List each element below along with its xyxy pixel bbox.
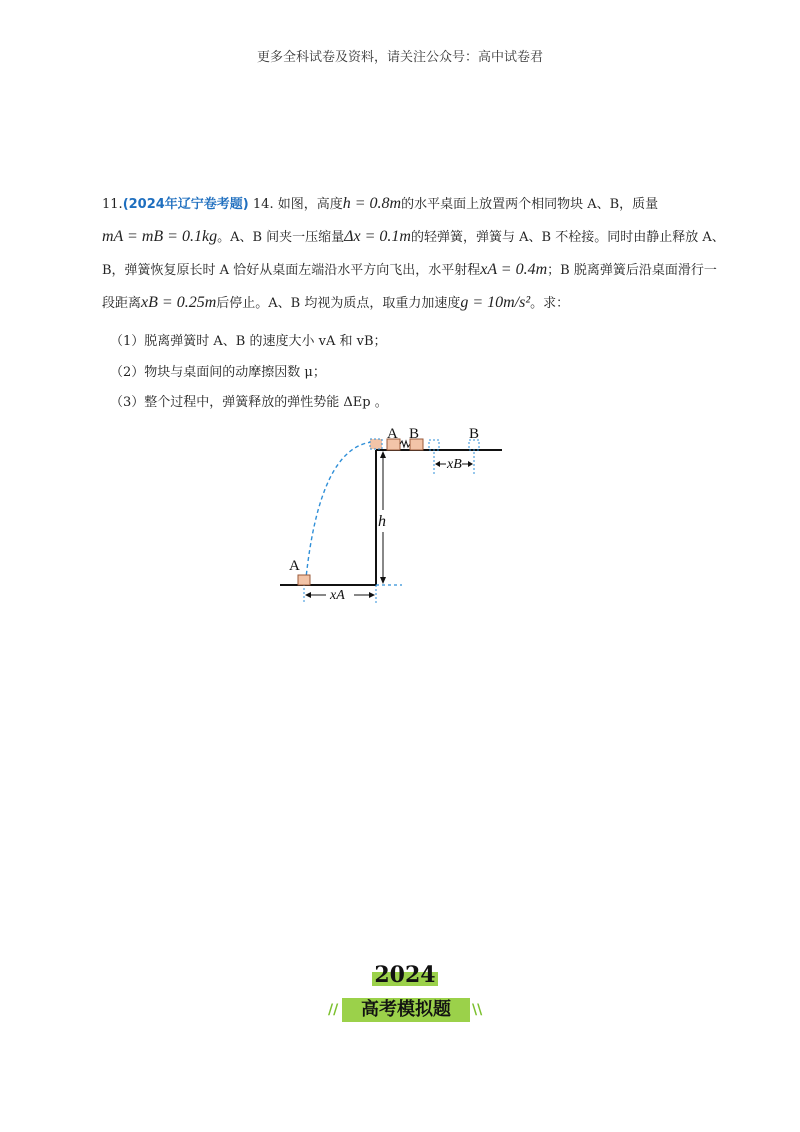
physics-figure	[280, 428, 510, 608]
text-segment: 的水平桌面上放置两个相同物块 A、B，质量	[401, 197, 659, 212]
problem-body	[102, 188, 730, 320]
h-arrowhead-up	[380, 451, 386, 458]
text-segment: 如图，高度	[277, 197, 343, 212]
text-segment: 的轻弹簧，弹簧与 A、B 不栓接。同时由静止释放 A、	[410, 230, 725, 245]
question-number: 14.	[252, 197, 274, 212]
xa-arrowhead-right	[369, 592, 375, 598]
xb-arrowhead-left	[435, 461, 440, 467]
h-arrowhead-down	[380, 577, 386, 584]
text-segment: B，弹簧恢复原长时 A 恰好从桌面左端沿水平方向飞出，水平射程	[102, 263, 481, 278]
trajectory-curve	[306, 442, 372, 578]
problem-line-4	[102, 287, 730, 320]
question-2: （2）物块与桌面间的动摩擦因数 μ；	[110, 365, 326, 380]
xa-arrowhead-left	[305, 592, 311, 598]
text-segment: 。A、B 间夹一压缩量	[217, 230, 345, 245]
gravity-equation: g = 10m/s²	[460, 294, 531, 311]
text-segment: 后停止。A、B 均视为质点，取重力加速度	[216, 296, 461, 311]
text-segment: 。求：	[530, 296, 570, 311]
problem-number: 11.	[102, 197, 123, 212]
height-equation: h = 0.8m	[342, 195, 402, 212]
range-a-equation: xA = 0.4m	[480, 261, 548, 278]
banner-slash-right-icon: \\	[472, 1002, 483, 1018]
label-h: h	[378, 513, 386, 530]
distance-b-equation: xB = 0.25m	[141, 294, 217, 311]
compression-equation: Δx = 0.1m	[344, 228, 411, 245]
label-xb: xB	[447, 457, 462, 472]
banner-slash-left-icon: //	[328, 1002, 339, 1018]
block-a-ghost	[370, 439, 382, 449]
xb-arrowhead-right	[468, 461, 473, 467]
block-b-start-ghost	[429, 440, 439, 450]
question-3: （3）整个过程中，弹簧释放的弹性势能 ΔEp 。	[110, 395, 388, 410]
text-segment: 段距离	[102, 296, 142, 311]
page-header: 更多全科试卷及资料，请关注公众号：高中试卷君	[256, 50, 543, 65]
label-b-top: B	[409, 428, 420, 442]
banner-year: 2024	[374, 962, 436, 988]
label-a-top: A	[387, 428, 398, 442]
problem-line-2	[102, 221, 730, 254]
question-1: （1）脱离弹簧时 A、B 的速度大小 vA 和 vB；	[110, 334, 387, 349]
label-a-bottom: A	[289, 558, 300, 574]
label-b-right: B	[469, 428, 480, 442]
problem-source: (2024年辽宁卷考题)	[122, 197, 249, 212]
block-a-landed	[298, 575, 310, 585]
problem-line-3	[102, 254, 730, 287]
banner	[320, 960, 490, 1030]
text-segment: ；B 脱离弹簧后沿桌面滑行一	[547, 263, 717, 278]
label-xa: xA	[330, 588, 345, 603]
banner-title: 高考模拟题	[361, 999, 451, 1020]
problem-line-1	[102, 188, 730, 221]
mass-equation: mA = mB = 0.1kg	[102, 228, 218, 245]
